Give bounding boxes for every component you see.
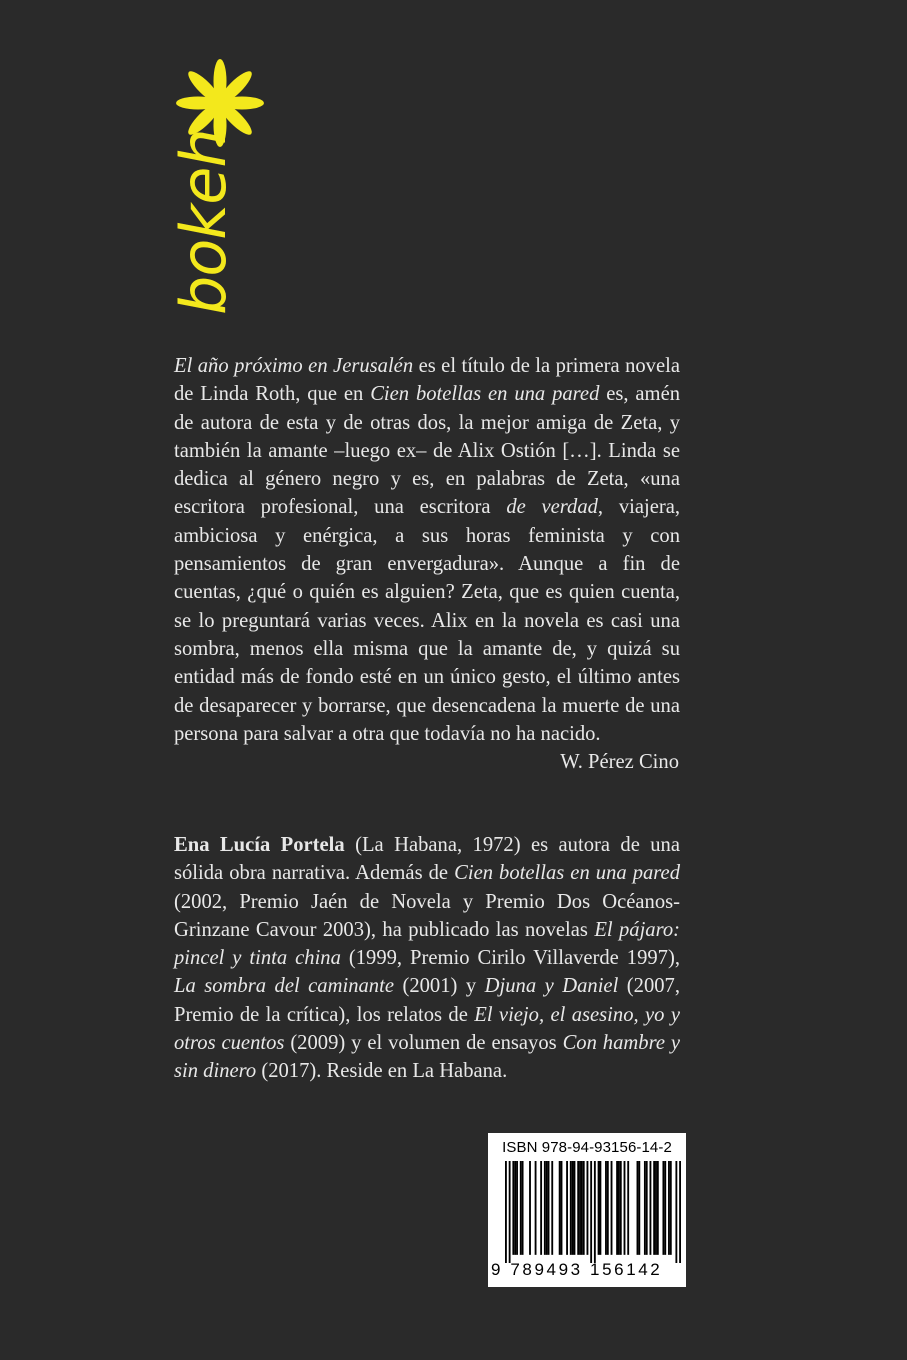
barcode-bar [540,1161,542,1255]
text-run: (2001) y [393,975,485,998]
barcode-bar [572,1161,574,1255]
barcode-bar [594,1161,596,1263]
barcode-bar [590,1161,592,1263]
ean-digits: 9 789493 156142 [491,1260,663,1279]
text-run: es el título de la primera novela de Linda Roth, que en [174,355,680,406]
text-run: (La Habana, 1972) es autora de una sólida obra narrativa. Además de [174,834,680,885]
barcode-bar [548,1161,550,1255]
text-run: (2017). Reside en La Habana. [256,1060,508,1083]
text-run: (1999, Premio Cirilo Villaverde 1997), [340,947,680,970]
barcode-bar [505,1161,507,1263]
barcode-bar [664,1161,666,1255]
barcode-bar [620,1161,622,1255]
barcode-bar [655,1161,657,1255]
barcode-bar [529,1161,531,1255]
barcode-bar [583,1161,585,1255]
barcode-bar [516,1161,518,1255]
barcode-bar [607,1161,609,1255]
barcode-bar [512,1161,514,1255]
barcode-bar [605,1161,607,1255]
barcode-bar [598,1161,600,1255]
barcode-bar [535,1161,537,1255]
barcode-bar [570,1161,572,1255]
barcode-bar [561,1161,563,1255]
barcode-bar [638,1161,640,1255]
barcode-bar [577,1161,579,1255]
barcode-bar [599,1161,601,1255]
barcode-bar [566,1161,568,1255]
barcode-bar [637,1161,639,1255]
barcode-bar [514,1161,516,1255]
barcode-bar [522,1161,524,1255]
isbn-label: ISBN 978-94-93156-14-2 [502,1139,672,1156]
barcode-bar [611,1161,613,1255]
barcode-bar [520,1161,522,1255]
italic-text-run: de verdad [506,496,598,519]
italic-text-run: El viejo, el asesino, yo y otros cuentos [174,1003,680,1055]
barcode-bar [581,1161,583,1255]
text-run: (2007, Premio de la crítica), los relatos de [174,975,680,1026]
barcode-bar [668,1161,670,1255]
isbn-barcode [488,1133,686,1287]
barcode-bar [650,1161,652,1255]
barcode-bar [574,1161,576,1255]
barcode-bar [624,1161,626,1255]
barcode-bar [579,1161,581,1255]
barcode-bar [653,1161,655,1255]
barcode-bar [551,1161,553,1255]
text-run: (2009) y el volumen de ensayos [284,1032,563,1055]
barcode-bar [646,1161,648,1255]
bokeh-logo [165,55,275,320]
barcode-bar [616,1161,618,1255]
synopsis-signature: W. Pérez Cino [560,751,679,774]
barcode-bar [679,1161,681,1263]
barcode-bar [670,1161,672,1255]
italic-text-run: El pájaro: pincel y tinta china [174,918,680,970]
italic-text-run: El año próximo en Jerusalén [174,355,414,377]
barcode-bars [505,1161,681,1263]
bold-text-run: Ena Lucía Portela [174,834,345,856]
author-bio-paragraph [174,831,680,1086]
italic-text-run: Cien botellas en una pared [370,383,600,406]
barcode-bar [657,1161,659,1255]
text-run: es, amén de autora de esta y de otras dos, la mejor amiga de Zeta, y también la amante –luego ex– de Alix Ostión […]. Linda se dedica al género negro y es, en palabras de Zeta, «una escritora profesional, una escritora [174,383,681,519]
barcode-bar [627,1161,629,1255]
author-bio [174,831,680,1086]
barcode-bar [559,1161,561,1255]
barcode-bar [644,1161,646,1255]
barcode-bar [675,1161,677,1263]
synopsis-text [174,352,680,776]
barcode-bar [662,1161,664,1255]
barcode-bar [587,1161,589,1255]
italic-text-run: Djuna y Daniel [484,975,619,998]
text-run: , viajera, ambiciosa y enérgica, a sus horas feminista y con pensamientos de gran envergadura». Aunque a fin de cuentas, ¿qué o quién es alguien? Zeta, que es quien cuenta, se lo preguntará varias veces. Alix en la novela es casi una sombra, menos ella misma que la amante de, y quizá su entidad más de fondo esté en un único gesto, el último antes de desaparecer y borrarse, que desencadena la muerte de una persona para salvar a otra que todavía no ha nacido. [174,496,680,745]
barcode-bar [509,1161,511,1263]
synopsis-paragraph [174,352,680,748]
barcode-bar [546,1161,548,1255]
italic-text-run: Con hambre y sin dinero [174,1032,681,1083]
italic-text-run: Cien botellas en una pared [454,862,680,885]
barcode-bar [618,1161,620,1255]
text-run: (2002, Premio Jaén de Novela y Premio Dos Océanos-Grinzane Cavour 2003), ha publicado las novelas [174,890,680,941]
italic-text-run: La sombra del caminante [174,975,394,998]
barcode-bar [544,1161,546,1255]
brand-wordmark: bokeh [167,129,240,315]
